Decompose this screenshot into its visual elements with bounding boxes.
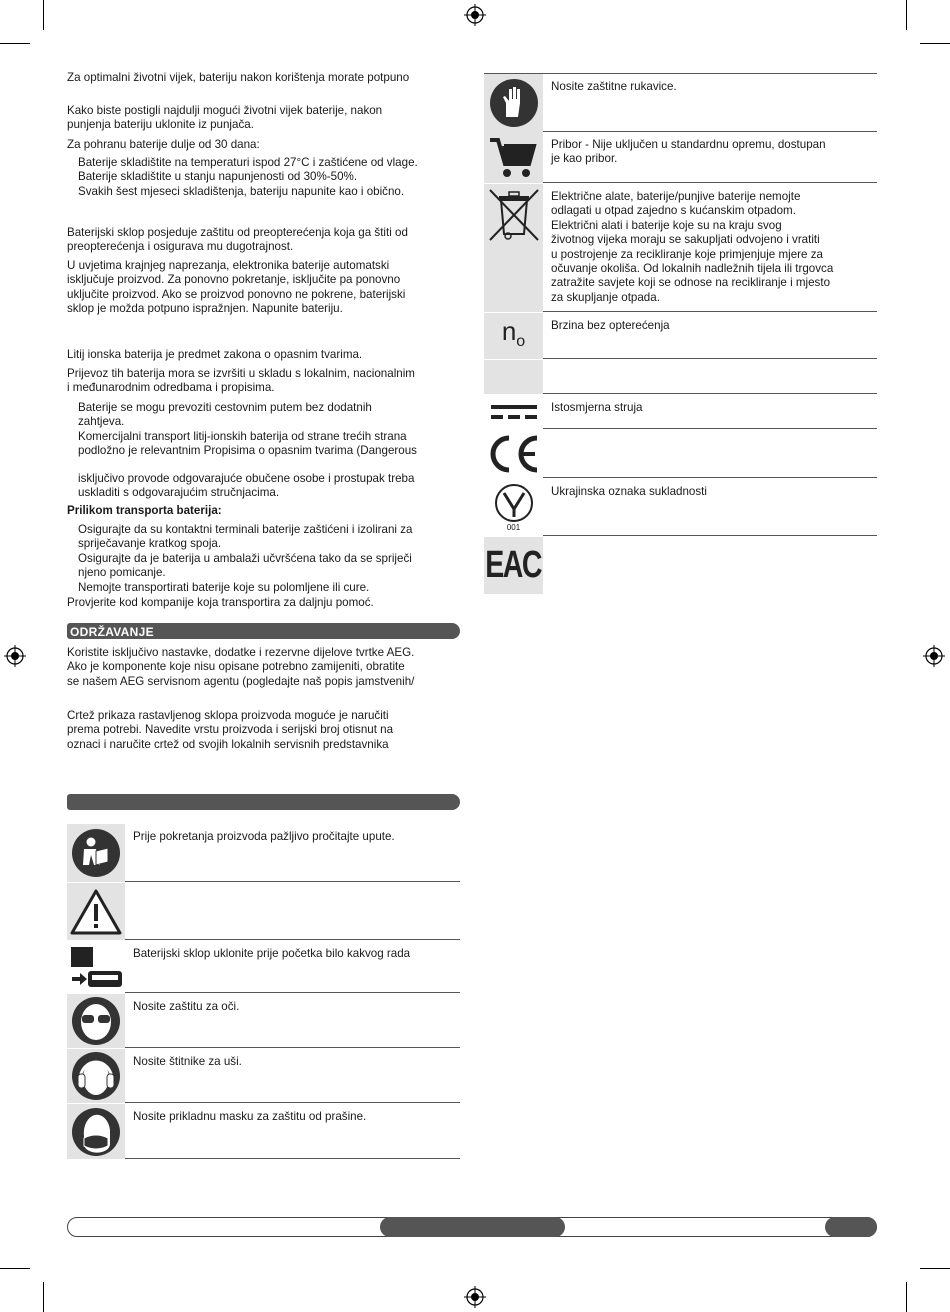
symbol-text: Nosite zaštitu za oči. xyxy=(125,994,460,1048)
read-manual-icon xyxy=(70,827,122,879)
battery-life-text: Kako biste postigli najdulji mogući životni vijek baterije, nakon punjenja bateriju uklonite iz punjača. xyxy=(67,104,383,132)
symbol-text: Električne alate, baterije/punjive baterije nemojte odlagati u otpad zajedno s kućanskim otpadom. Električni alati i baterije koje su na kraju svog životnog vijeka moraju se sakupljati odvojeno i vratiti u postrojenje za recikliranje koje primjenjuje mjere za očuvanje okoliša. Od lokalnih nadležnih tijela ili trgovca zatražite savjete koji se odnose na recikliranje i mjesto za skupljanje otpada. xyxy=(543,184,877,312)
symbol-row xyxy=(67,994,460,1048)
transport-help-text: Provjerite kod kompanije koja transportira za daljnju pomoć. xyxy=(67,596,374,609)
storage-intro-text: Za pohranu baterije dulje od 30 dana: xyxy=(67,138,260,151)
ukrainian-mark-icon xyxy=(492,483,536,523)
symbol-text xyxy=(543,360,877,394)
symbol-row xyxy=(67,1104,460,1159)
symbol-text: Nosite prikladnu masku za zaštitu od prašine. xyxy=(125,1104,460,1159)
symbol-row xyxy=(67,824,460,882)
ear-protection-icon xyxy=(70,1050,122,1102)
crop-mark xyxy=(0,1268,30,1269)
crop-mark xyxy=(43,0,44,30)
blank-icon xyxy=(484,360,543,394)
registration-mark-icon xyxy=(923,645,945,667)
ukrainian-mark-code: 001 xyxy=(506,523,521,532)
crop-mark xyxy=(920,43,950,44)
no-load-speed-icon xyxy=(502,316,525,357)
crop-mark xyxy=(906,0,907,30)
registration-mark-icon xyxy=(4,645,26,667)
eac-mark-icon xyxy=(486,544,542,587)
weee-bin-icon xyxy=(486,186,542,244)
transport-list-2: isključivo provode odgovarajuće obučene osobe i prostupak treba uskladiti s odgovarajućim stručnjacima. xyxy=(78,472,415,500)
crop-mark xyxy=(0,43,30,44)
dangerous-goods-text: Litij ionska baterija je predmet zakona o opasnim tvarima. xyxy=(67,348,363,361)
symbol-row xyxy=(484,184,877,312)
symbol-text xyxy=(543,430,877,478)
maintenance-parts-text: Koristite isključivo nastavke, dodatke i rezervne dijelove tvrtke AEG. Ako je komponente koje nisu opisane potrebno zamijeniti, obratite se našem AEG servisnom agentu (pogledajte naš popis jamstvenih/ xyxy=(67,646,415,688)
speed-symbol-sub: o xyxy=(516,332,526,350)
direct-current-icon xyxy=(489,401,539,423)
symbol-row xyxy=(484,73,877,132)
maintenance-title: ODRŽAVANJE xyxy=(70,625,154,639)
symbol-text xyxy=(125,883,460,940)
symbol-row xyxy=(484,360,877,394)
symbol-row xyxy=(484,537,877,594)
ce-mark-icon xyxy=(487,434,541,474)
speed-symbol-n: n xyxy=(501,315,517,346)
registration-mark-icon xyxy=(464,4,486,26)
symbol-text xyxy=(543,537,877,594)
symbols-title xyxy=(67,796,70,810)
symbol-text: Pribor - Nije uključen u standardnu opremu, dostupan je kao pribor. xyxy=(543,132,877,183)
eac-mark-text: EAC xyxy=(485,544,542,586)
symbol-row xyxy=(484,313,877,359)
crop-mark xyxy=(920,1268,950,1269)
symbol-text: Nosite zaštitne rukavice. xyxy=(543,74,877,132)
transport-list-1: Baterije se mogu prevoziti cestovnim putem bez dodatnih zahtjeva. Komercijalni transport litij-ionskih baterija od strane trećih strana podložno je relevantnim Propisima o opasnim tvarima (Dangerous xyxy=(78,401,417,458)
transport-regulations-text: Prijevoz tih baterija mora se izvršiti u skladu s lokalnim, nacionalnim i međunarodnim odredbama i propisima. xyxy=(67,367,415,395)
symbol-row xyxy=(484,479,877,536)
transport-precautions-list: Osigurajte da su kontaktni terminali baterije zaštićeni i izolirani za spriječavanje kratkog spoja. Osigurajte da je baterija u ambalaži učvršćena tako da se spriječi njeno pomicanje. Nemojte transportirati baterije koje su polomljene ili cure. xyxy=(78,523,413,594)
symbol-text: Nosite štitnike za uši. xyxy=(125,1049,460,1103)
cart-icon xyxy=(488,136,540,180)
symbol-row xyxy=(67,883,460,940)
registration-mark-icon xyxy=(464,1286,486,1308)
battery-discharge-text: Za optimalni životni vijek, bateriju nakon korištenja morate potpuno xyxy=(67,71,410,84)
overload-protection-text: Baterijski sklop posjeduje zaštitu od preopterećenja koja ga štiti od preopterećenja i osigurava mu dugotrajnost. xyxy=(67,226,408,254)
symbol-text: Prije pokretanja proizvoda pažljivo pročitajte upute. xyxy=(125,824,460,882)
dust-mask-icon xyxy=(70,1106,122,1158)
symbols-section-header xyxy=(67,794,460,810)
transport-heading: Prilikom transporta baterija: xyxy=(67,504,222,517)
footer-center-tab xyxy=(380,1217,565,1237)
symbol-text: Baterijski sklop uklonite prije početka bilo kakvog rada xyxy=(125,941,460,993)
exploded-view-text: Crtež prikaza rastavljenog sklopa proizvoda moguće je naručiti prema potrebi. Navedite vrstu proizvoda i serijski broj otisnut na oznaci i naručite crtež od svojih lokalnih servisnih predstavnika xyxy=(67,709,394,751)
warning-triangle-icon xyxy=(70,888,122,936)
electronics-shutdown-text: U uvjetima krajnjeg naprezanja, elektronika baterije automatski isključuje proizvod. Za ponovno pokretanje, isključite pa ponovno uključite proizvod. Ako se proizvod ponovno ne pokrene, baterijski sklop je možda potpuno ispražnjen. Napunite bateriju. xyxy=(67,259,406,316)
symbol-text: Istosmjerna struja xyxy=(543,395,877,429)
crop-mark xyxy=(906,1282,907,1312)
symbol-text: Ukrajinska oznaka sukladnosti xyxy=(543,479,877,536)
crop-mark xyxy=(43,1282,44,1312)
symbol-row xyxy=(484,395,877,429)
symbol-row xyxy=(67,941,460,993)
remove-battery-icon xyxy=(68,943,124,991)
symbol-row xyxy=(67,1049,460,1103)
page-number-tab xyxy=(825,1217,877,1237)
eye-protection-icon xyxy=(70,995,122,1047)
storage-list: Baterije skladištite na temperaturi ispod 27°C i zaštićene od vlage. Baterije skladištite u stanju napunjenosti od 30%-50%. Svakih šest mjeseci skladištenja, bateriju napunite kao i obično. xyxy=(78,156,418,198)
symbol-text: Brzina bez opterećenja xyxy=(543,313,877,359)
symbol-row xyxy=(484,132,877,183)
maintenance-section-header xyxy=(67,623,460,639)
symbol-row xyxy=(484,430,877,478)
gloves-icon xyxy=(488,77,540,129)
